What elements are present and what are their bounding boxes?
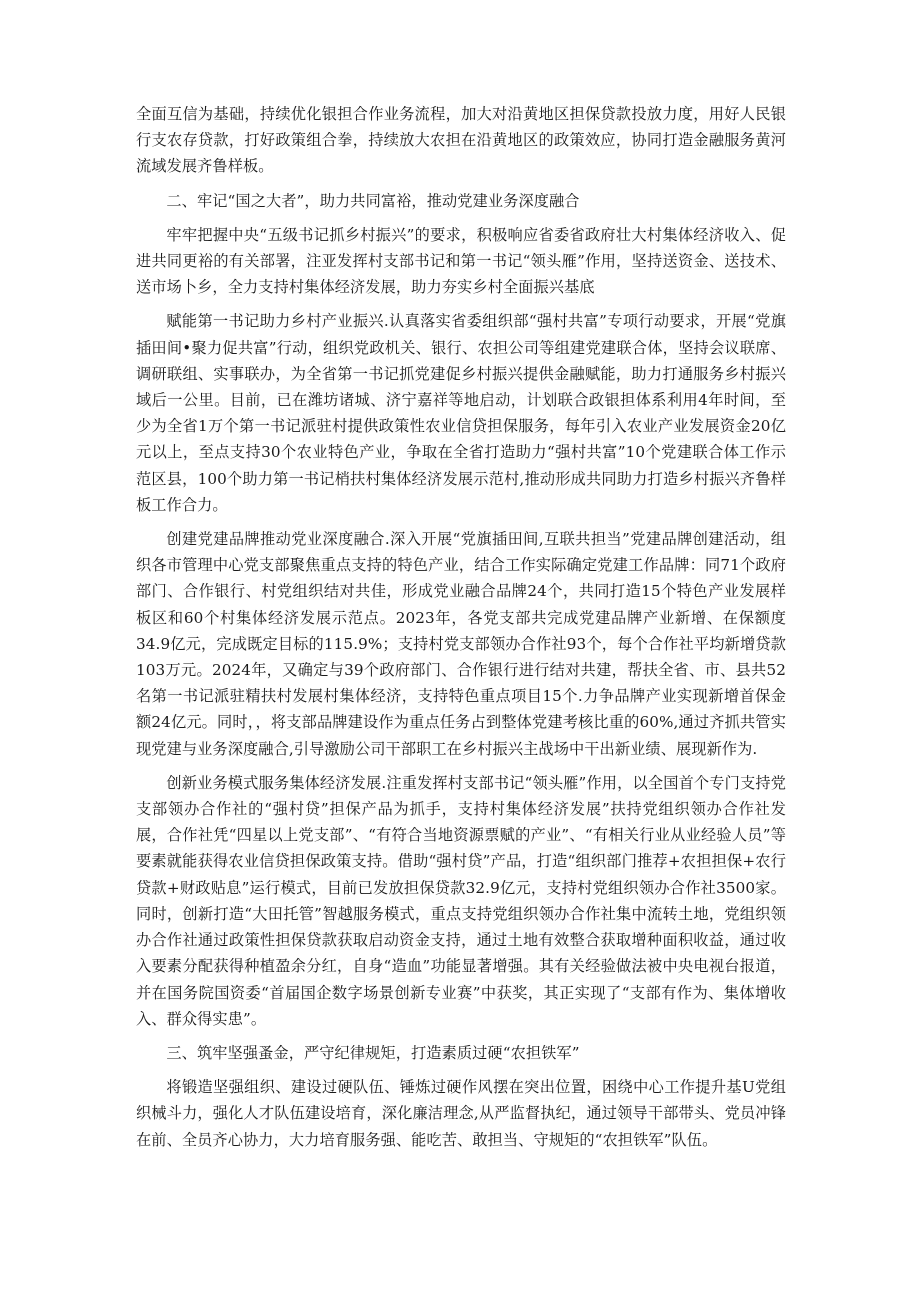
paragraph-5: 创建党建品牌推动党业深度融合.深入开展“党旗插田间,互联共担当”党建品牌创建活动，组织各市管理中心党支部聚焦重点支持的特色产业，结合工作实际确定党建工作品牌：同71个政府部门、合作银行、村党组织结对共佳，形成党业融合品牌24个，共同打造15个特色产业发展样板区和60个村集体经济发展示范点。2023年，各党支部共完成党建品牌产业新增、在保额度34.9亿元，完成既定目标的115.9%；支持村党支部领办合作社93个，每个合作社平均新增贷款103万元。2024年，又确定与39个政府部门、合作银行进行结对共建，帮扶全省、市、县共52名第一书记派驻精扶村发展村集体经济，支持特色重点项目15个.力争品牌产业实现新增首保金额24亿元。同时，，将支部品牌建设作为重点任务占到整体党建考核比重的60%,通过齐抓共管实现党建与业务深度融合,引导激励公司干部职工在乡村振兴主战场中干出新业绩、展现新作为. [136, 530, 786, 758]
paragraph-6: 创新业务模式服务集体经济发展.注重发挥村支部书记“领头雁”作用，以全国首个专门支持党支部领办合作社的“强村贷”担保产品为抓手，支持村集体经济发展”扶持党组织领办合作社发展，合作社凭“四星以上党支部”、“有符合当地资源票赋的产业”、“有相关行业从业经验人员”等要素就能获得农业信贷担保政策支持。借助“强村贷”产品，打造“组织部门推荐+农担担保+农行贷款+财政贴息”运行模式，目前已发放担保贷款32.9亿元，支持村党组织领办合作社3500家。同时，创新打造“大田托管”智越服务模式，重点支持党组织领办合作社集中流转土地，党组织领办合作社通过政策性担保贷款获取启动资金支持，通过土地有效整合获取增种面积收益，通过收入要素分配获得种植盈余分红，自身“造血”功能显著增强。其有关经验做法被中央电视台报道，并在国务院国资委“首届国企数字场景创新专业赛”中获奖，其正实现了“支部有作为、集体增收入、群众得实患”。 [136, 773, 786, 1028]
section-heading-3: 三、筑牢坚强蚤金，严守纪律规矩，打造素质过硬“农担铁军” [166, 1043, 580, 1062]
section-heading-2: 二、牢记“国之大者”，助力共同富裕，推动党建业务深度融合 [166, 191, 580, 210]
paragraph-1: 全面互信为基础，持续优化银担合作业务流程，加大对沿黄地区担保贷款投放力度，用好人民银行支农存贷款，打好政策组合拳，持续放大农担在沿黄地区的政策效应，协同打造金融服务黄河流域发展齐鲁样板。 [136, 105, 786, 176]
paragraph-4: 赋能第一书记助力乡村产业振兴.认真落实省委组织部“强村共富”专项行动要求，开展“党旗插田间•聚力促共富”行动，组织党政机关、银行、农担公司等组建党建联合体，坚持会议联席、调研联组、实事联办，为全省第一书记抓党建促乡村振兴提供金融赋能，助力打通服务乡村振兴域后一公里。目前，已在潍坊诸城、济宁嘉祥等地启动，计划联合政银担体系利用4年时间，至少为全省1万个第一书记派驻村提供政策性农业信贷担保服务，每年引入农业产业发展资金20亿元以上，至点支持30个农业特色产业，争取在全省打造助力“强村共富”10个党建联合体工作示范区县，100个助力第一书记梢扶村集体经济发展示范村,推动形成共同助力打造乡村振兴齐鲁样板工作合力。 [136, 312, 786, 514]
paragraph-8: 将锻造坚强组织、建设过硬队伍、锤炼过硬作风摆在突出位置，困绕中心工作提升基U党组织械斗力，强化人才队伍建设培育，深化廉洁理念,从严监督执纪，通过领导干部带头、党员冲锋在前、全员齐心协力，大力培育服务强、能吃苦、敢担当、守规矩的“农担铁军”队伍。 [136, 1078, 786, 1149]
paragraph-3: 牢牢把握中央“五级书记抓乡村振兴”的要求，积极响应省委省政府壮大村集体经济收入、促进共同更裕的有关部署，注亚发挥村支部书记和第一书记“领头雁”作用，坚持送资金、送技术、送市场卜乡，全力支持村集体经济发展，助力夯实乡村全面振兴基底 [136, 225, 786, 297]
document-page [136, 101, 786, 1161]
